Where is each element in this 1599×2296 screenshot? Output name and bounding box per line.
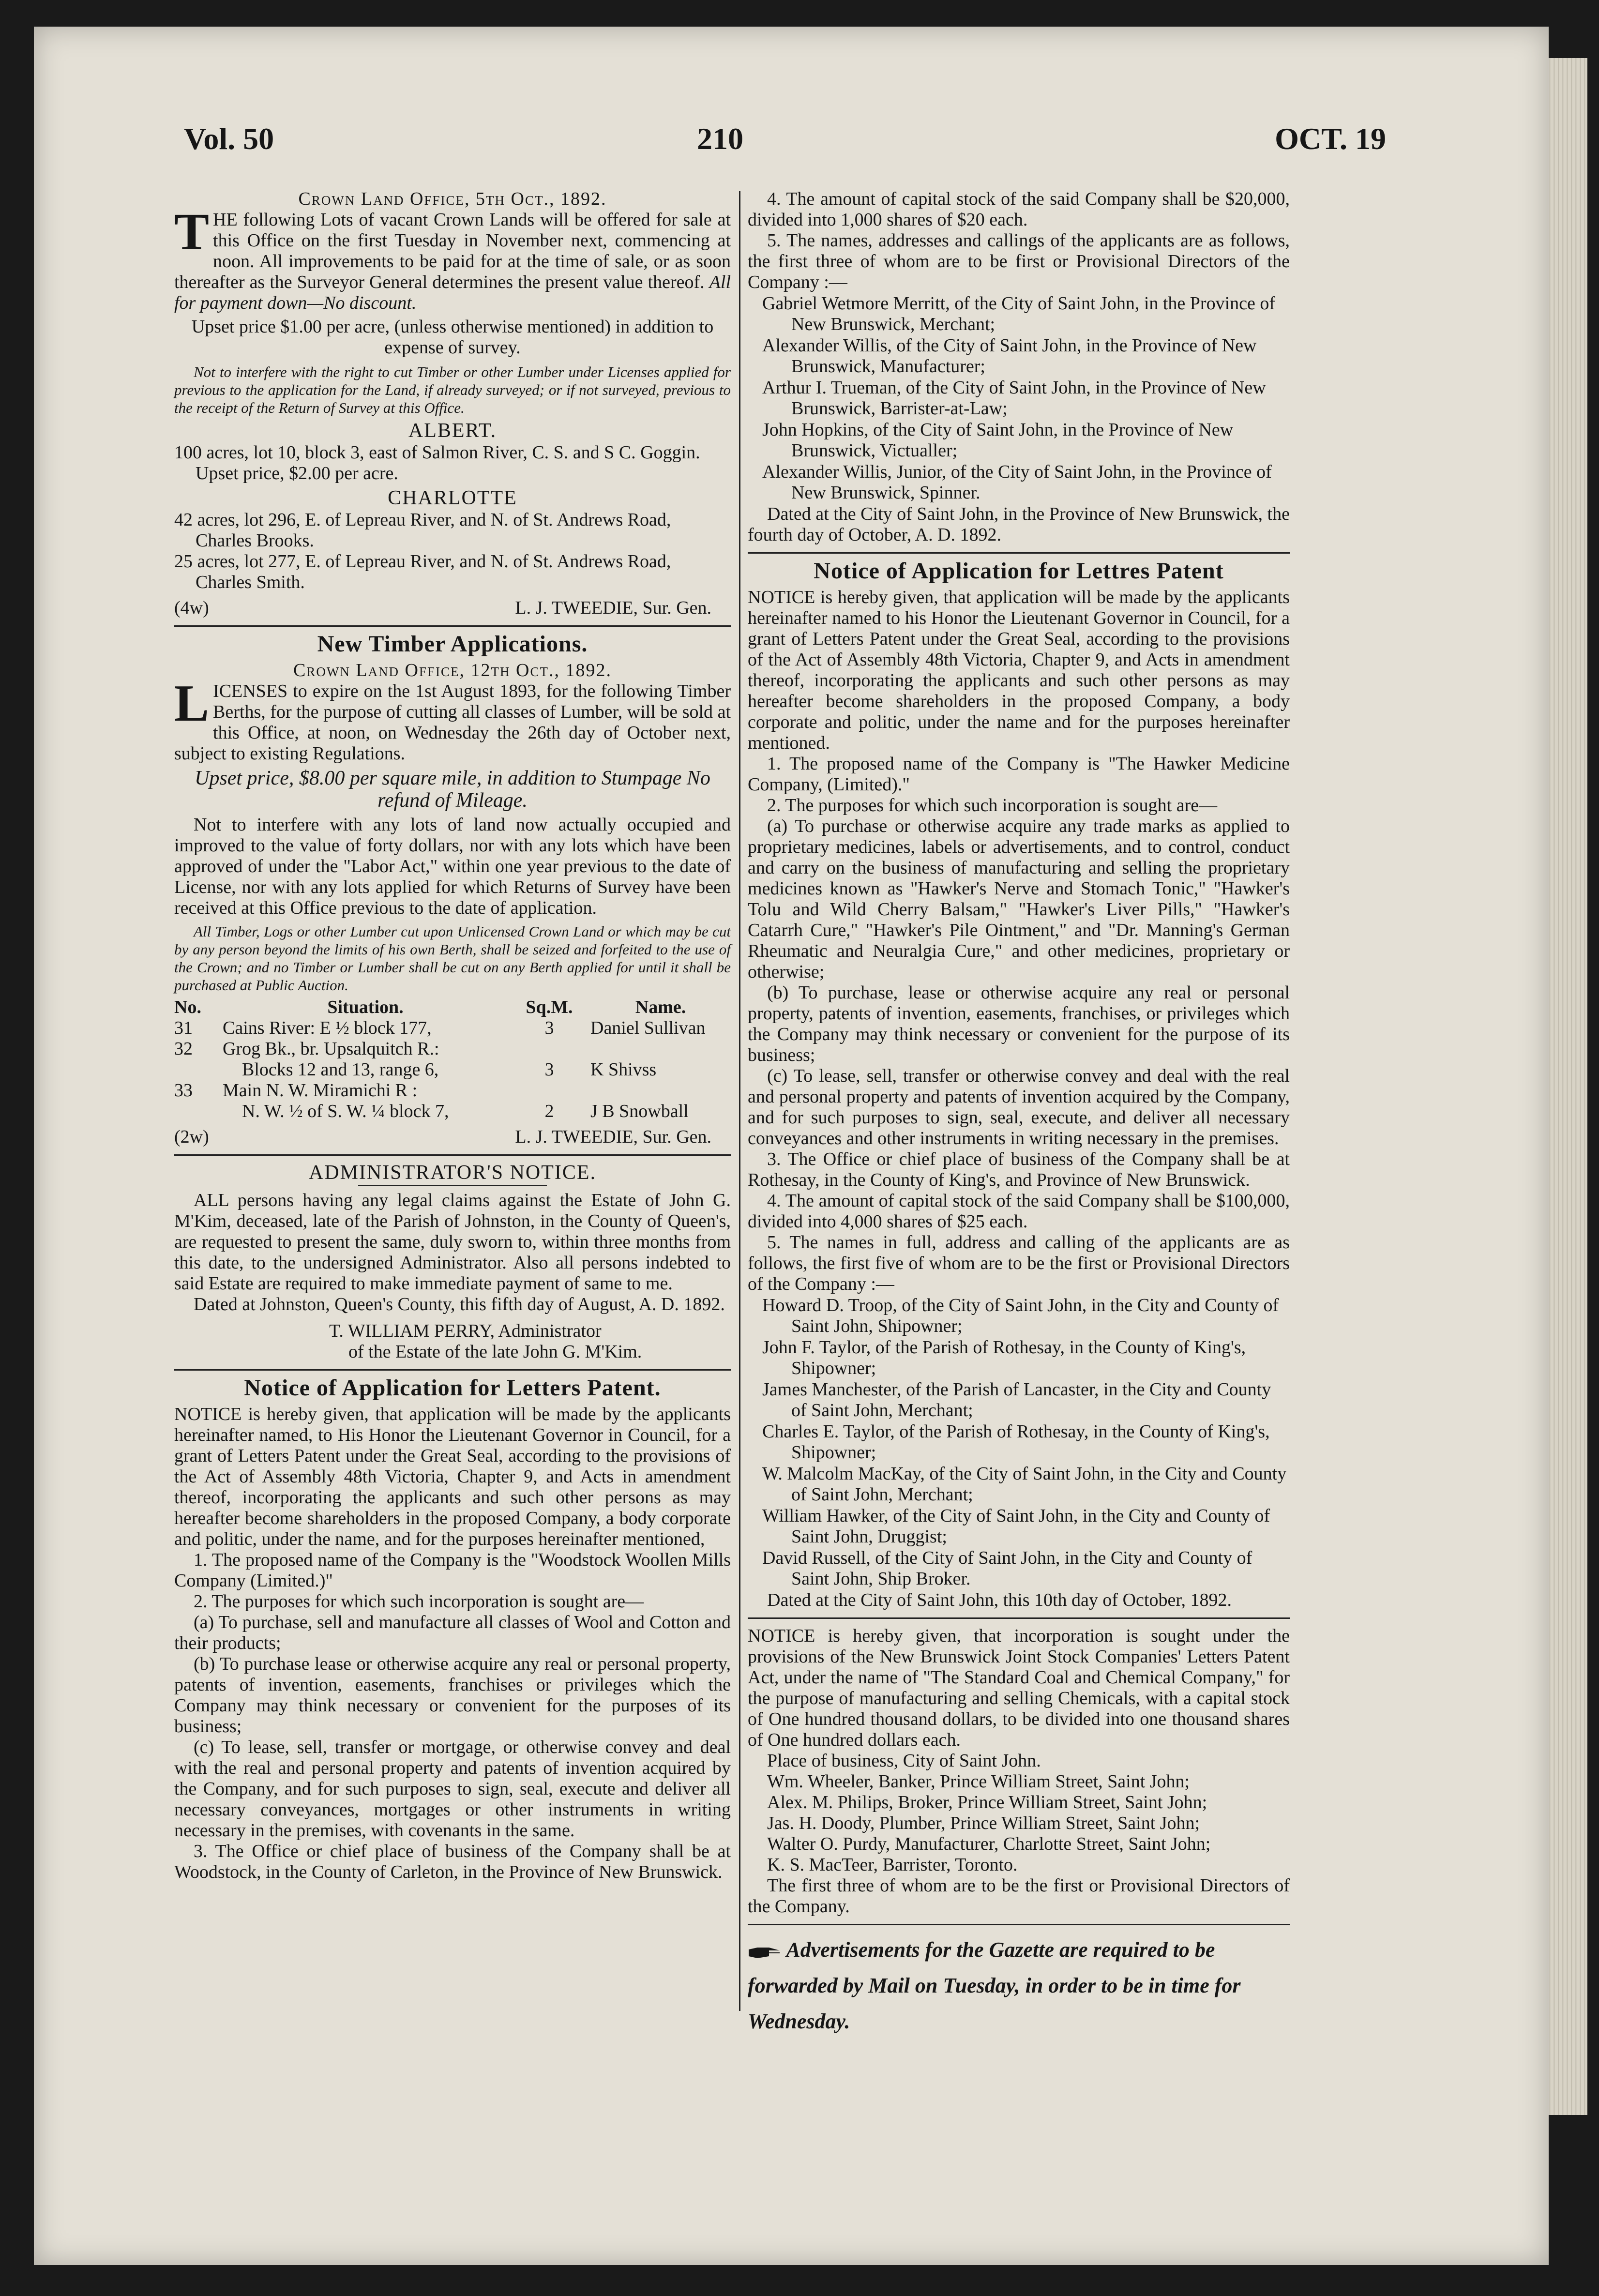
page-number: 210: [697, 121, 743, 156]
title-underline: [358, 1185, 547, 1186]
lot-charlotte-2: 25 acres, lot 277, E. of Lepreau River, and N. of St. Andrews Road, Charles Smith.: [174, 551, 671, 592]
hawker-intro: NOTICE is hereby given, that application will be made by the applicants hereinafter named to his Honor the Lieutenant Governor in Council, for a grant of Letters Patent under the Great Seal, according to the provisions of the Act of Assembly 48th Victoria, Chapter 9, and Acts in amendment thereof, incorporating the applicants and such other persons as may hereafter become shareholders in the proposed Company, a body corporate and politic, under the name and for the purposes hereinafter mentioned.: [748, 587, 1290, 753]
woodstock-item-5: 5. The names, addresses and callings of the applicants are as follows, the first three of whom are to be first or Provisional Directors of the Company :—: [748, 230, 1290, 292]
administrator-body: ALL persons having any legal claims against the Estate of John G. M'Kim, deceased, late of the Parish of Johnston, in the County of Queen's, are requested to present the same, duly sworn to, within three months from this date, to the undersigned Administrator. Also all persons indebted to said Estate are required to make immediate payment of same to me.: [174, 1190, 731, 1294]
hawker-item-c: (c) To lease, sell, transfer or otherwise convey and deal with the real and personal property and patents of invention acquired by the Company, and for such purposes to sign, seal, execute, and deliver all necessary conveyances and other instruments in writing necessary in the premises.: [748, 1066, 1290, 1148]
hawker-item-2: 2. The purposes for which such incorporation is sought are—: [767, 795, 1218, 816]
administrator-title: ADMINISTRATOR'S NOTICE.: [308, 1162, 597, 1184]
lot-charlotte-1: 42 acres, lot 296, E. of Lepreau River, and N. of St. Andrews Road, Charles Brooks.: [174, 510, 671, 551]
berth-row: Blocks 12 and 13, range 6, 3 K Shivss: [242, 1059, 657, 1080]
section-rule: [174, 1154, 731, 1156]
section-rule: [748, 1617, 1290, 1619]
list-item: Walter O. Purdy, Manufacturer, Charlotte Street, Saint John;: [767, 1834, 1211, 1854]
timber-title: New Timber Applications.: [317, 631, 588, 657]
woodstock-item-a: (a) To purchase, sell and manufacture all classes of Wool and Cotton and their products;: [174, 1612, 731, 1653]
volume-number: Vol. 50: [184, 121, 274, 156]
timber-upset-price: Upset price, $8.00 per square mile, in addition to Stumpage No refund of Mileage.: [195, 767, 710, 812]
hawker-applicants: [748, 1295, 1290, 1589]
hawker-item-a: (a) To purchase or otherwise acquire any trade marks as applied to proprietary medicines, labels or advertisements, and to control, conduct and carry on the business of manufacturing and selling the proprietary medicines known as "Hawker's Nerve and Stomach Tonic," "Hawker's Tolu and Wild Cherry Balsam," "Hawker's Liver Pills," "Hawker's Catarrh Cure," "Hawker's Pile Ointment," and "Dr. Manning's German Rheumatic and Neuralgia Cure," and other medicines, proprietary or otherwise;: [748, 816, 1290, 982]
list-item: Alexander Willis, Junior, of the City of Saint John, in the Province of New Brunswick, Spinner.: [762, 462, 1272, 503]
crown-land-interference-notice: Not to interfere with the right to cut Timber or other Lumber under Licenses applied for previous to the application for the Land, if already surveyed; or if not surveyed, previous to the receipt of the Return of Survey at this Office.: [174, 363, 731, 416]
crown-land-upset-price: Upset price $1.00 per acre, (unless otherwise mentioned) in addition to expense of survey.: [191, 317, 714, 358]
woodstock-applicants: [748, 293, 1290, 503]
standard-place: Place of business, City of Saint John.: [767, 1751, 1041, 1771]
list-item: Howard D. Troop, of the City of Saint John, in the City and County of Saint John, Shipowner;: [762, 1295, 1279, 1336]
right-column: [748, 189, 1290, 2039]
timber-warning: All Timber, Logs or other Lumber cut upon Unlicensed Crown Land or which may be cut by any person beyond the limits of his own Berth, shall be seized and forfeited to the use of the Crown; and no Timber or Lumber shall be cut on any Berth applied for until it shall be purchased at Public Auction.: [174, 923, 731, 994]
woodstock-dated: Dated at the City of Saint John, in the Province of New Brunswick, the fourth day of October, A. D. 1892.: [748, 504, 1290, 545]
issue-date: OCT. 19: [1275, 121, 1386, 156]
administrator-dated: Dated at Johnston, Queen's County, this fifth day of August, A. D. 1892.: [194, 1294, 725, 1314]
insertion-code: (2w): [174, 1127, 209, 1147]
woodstock-item-3: 3. The Office or chief place of business of the Company shall be at Woodstock, in the County of Carleton, in the Province of New Brunswick.: [174, 1841, 731, 1882]
section-rule: [174, 625, 731, 627]
drop-cap: L: [174, 675, 210, 732]
page-header: [174, 116, 1401, 169]
hawker-item-3: 3. The Office or chief place of business of the Company shall be at Rothesay, in the County of King's, and Province of New Brunswick.: [748, 1149, 1290, 1190]
timber-intro: LICENSES to expire on the 1st August 1893, for the following Timber Berths, for the purpose of cutting all classes of Lumber, will be sold at this Office, at noon, on Wednesday the 26th day of October next, subject to existing Regulations.: [174, 675, 731, 764]
woodstock-item-2: 2. The purposes for which such incorporation is sought are—: [194, 1591, 644, 1612]
timber-para: Not to interfere with any lots of land now actually occupied and improved to the value of forty dollars, nor with any lots which have been approved of under the "Labor Act," within one year previous to the date of License, nor with any lots applied for which Returns of Survey have been received at this Office previous to the date of application.: [174, 815, 731, 918]
crown-land-intro: THE following Lots of vacant Crown Lands will be offered for sale at this Office on the first Tuesday in November next, commencing at noon. All improvements to be paid for at the time of sale, or as soon thereafter as the Surveyor General determines the present value thereof. All for payment down—No discount.: [174, 203, 731, 313]
list-item: K. S. MacTeer, Barrister, Toronto.: [767, 1855, 1018, 1875]
left-column: [174, 189, 731, 1883]
county-heading-charlotte: CHARLOTTE: [388, 487, 517, 509]
signatory: L. J. TWEEDIE, Sur. Gen.: [515, 598, 711, 618]
list-item: John Hopkins, of the City of Saint John, in the Province of New Brunswick, Victualler;: [762, 420, 1234, 461]
woodstock-continued: [748, 189, 1290, 545]
hawker-title: Notice of Application for Lettres Patent: [814, 558, 1224, 584]
pointing-hand-icon: [748, 1944, 782, 1960]
list-item: Arthur I. Trueman, of the City of Saint John, in the Province of New Brunswick, Barrister-at-Law;: [762, 378, 1266, 419]
list-item: John F. Taylor, of the Parish of Rothesay, in the County of King's, Shipowner;: [762, 1337, 1246, 1378]
berth-table-header: No. Situation. Sq.M. Name.: [174, 997, 686, 1017]
list-item: Wm. Wheeler, Banker, Prince William Street, Saint John;: [767, 1771, 1190, 1792]
column-divider: [739, 191, 740, 2011]
woodstock-item-c: (c) To lease, sell, transfer or mortgage, or otherwise convey and deal with the real and personal property and patents of invention acquired by the Company, and for such purposes to sign, seal, execute and deliver all necessary conveyances, mortgages or other instruments in writing necessary in the premises, with covenants in the same.: [174, 1737, 731, 1841]
woodstock-item-b: (b) To purchase lease or otherwise acquire any real or personal property, patents of invention, easements, franchises or privileges which the Company may think necessary or convenient for the purposes of its business;: [174, 1654, 731, 1737]
county-heading-albert: ALBERT.: [408, 420, 497, 442]
administrator-signature-1: T. WILLIAM PERRY, Administrator: [329, 1321, 602, 1341]
woodstock-intro: NOTICE is hereby given, that application will be made by the applicants hereinafter named, to His Honor the Lieutenant Governor in Council, for a grant of Letters Patent under the Great Seal, according to the provisions of the Act of Assembly 48th Victoria, Chapter 9, and Acts in amendment thereof, incorporating the applicants and such other persons as may hereafter become shareholders in the proposed Company, a body corporate and politic, under the name, and for the purposes hereinafter mentioned,: [174, 1404, 731, 1549]
advertisement-note: [748, 1932, 1290, 2039]
hawker-patent-notice: [748, 560, 1290, 1611]
woodstock-patent-notice: [174, 1377, 731, 1883]
woodstock-title: Notice of Application for Letters Patent.: [244, 1375, 661, 1401]
list-item: W. Malcolm MacKay, of the City of Saint John, in the City and County of Saint John, Merchant;: [762, 1464, 1287, 1505]
section-rule: [174, 1369, 731, 1371]
crown-land-notice: [174, 189, 731, 619]
hawker-item-1: 1. The proposed name of the Company is "The Hawker Medicine Company, (Limited).": [748, 754, 1290, 795]
woodstock-item-4: 4. The amount of capital stock of the said Company shall be $20,000, divided into 1,000 shares of $20 each.: [748, 189, 1290, 230]
standard-intro: NOTICE is hereby given, that incorporation is sought under the provisions of the New Brunswick Joint Stock Companies' Letters Patent Act, under the name of "The Standard Coal and Chemical Company," for the purpose of manufacturing and selling Chemicals, with a capital stock of One hundred thousand dollars, to be divided into one thousand shares of One hundred dollars each.: [748, 1626, 1290, 1750]
list-item: Charles E. Taylor, of the Parish of Rothesay, in the County of King's, Shipowner;: [762, 1421, 1270, 1463]
berth-row: 32 Grog Bk., br. Upsalquitch R.:: [174, 1039, 439, 1059]
standard-coal-notice: [748, 1626, 1290, 1917]
administrator-notice: [174, 1163, 731, 1362]
crown-land-signature: [174, 598, 731, 619]
section-rule: [748, 552, 1290, 554]
timber-notice: [174, 631, 731, 1148]
standard-applicants: [748, 1771, 1290, 1875]
hawker-item-4: 4. The amount of capital stock of the said Company shall be $100,000, divided into 4,000 shares of $25 each.: [748, 1191, 1290, 1232]
advertisement-text: Advertisements for the Gazette are required to be forwarded by Mail on Tuesday, in order to be in time for Wednesday.: [748, 1938, 1241, 2033]
hawker-dated: Dated at the City of Saint John, this 10th day of October, 1892.: [767, 1590, 1232, 1610]
signatory: L. J. TWEEDIE, Sur. Gen.: [515, 1127, 711, 1147]
drop-cap: T: [174, 203, 210, 261]
list-item: William Hawker, of the City of Saint John, in the City and County of Saint John, Druggist;: [762, 1506, 1270, 1547]
berth-row: N. W. ½ of S. W. ¼ block 7, 2 J B Snowball: [242, 1101, 689, 1121]
list-item: David Russell, of the City of Saint John, in the City and County of Saint John, Ship Broker.: [762, 1548, 1252, 1589]
hawker-item-b: (b) To purchase, lease or otherwise acquire any real or personal property, patents of invention, easements, franchises, or privileges which the Company may think necessary or convenient for the purpose of its business;: [748, 982, 1290, 1065]
lot-albert-1: 100 acres, lot 10, block 3, east of Salmon River, C. S. and S C. Goggin. Upset price, $2.00 per acre.: [174, 442, 700, 483]
timber-signature: [174, 1127, 731, 1148]
crown-land-dateline: Crown Land Office, 5th Oct., 1892.: [298, 189, 607, 209]
administrator-signature-2: of the Estate of the late John G. M'Kim.: [348, 1342, 642, 1362]
list-item: Gabriel Wetmore Merritt, of the City of Saint John, in the Province of New Brunswick, Merchant;: [762, 293, 1276, 334]
woodstock-item-1: 1. The proposed name of the Company is the "Woodstock Woollen Mills Company (Limited.)": [174, 1550, 731, 1591]
list-item: James Manchester, of the Parish of Lancaster, in the City and County of Saint John, Merchant;: [762, 1379, 1271, 1420]
hawker-item-5: 5. The names in full, address and calling of the applicants are as follows, the first five of whom are to be the first or Provisional Directors of the Company :—: [748, 1232, 1290, 1294]
berth-row: 33 Main N. W. Miramichi R :: [174, 1080, 418, 1101]
timber-dateline: Crown Land Office, 12th Oct., 1892.: [293, 660, 612, 680]
list-item: Jas. H. Doody, Plumber, Prince William Street, Saint John;: [767, 1813, 1200, 1833]
insertion-code: (4w): [174, 598, 209, 618]
list-item: Alexander Willis, of the City of Saint John, in the Province of New Brunswick, Manufacturer;: [762, 335, 1257, 377]
section-rule: [748, 1924, 1290, 1925]
berth-row: 31 Cains River: E ½ block 177, 3 Daniel Sullivan: [174, 1018, 706, 1038]
list-item: Alex. M. Philips, Broker, Prince William Street, Saint John;: [767, 1792, 1207, 1813]
standard-closing: The first three of whom are to be the first or Provisional Directors of the Company.: [748, 1875, 1290, 1917]
